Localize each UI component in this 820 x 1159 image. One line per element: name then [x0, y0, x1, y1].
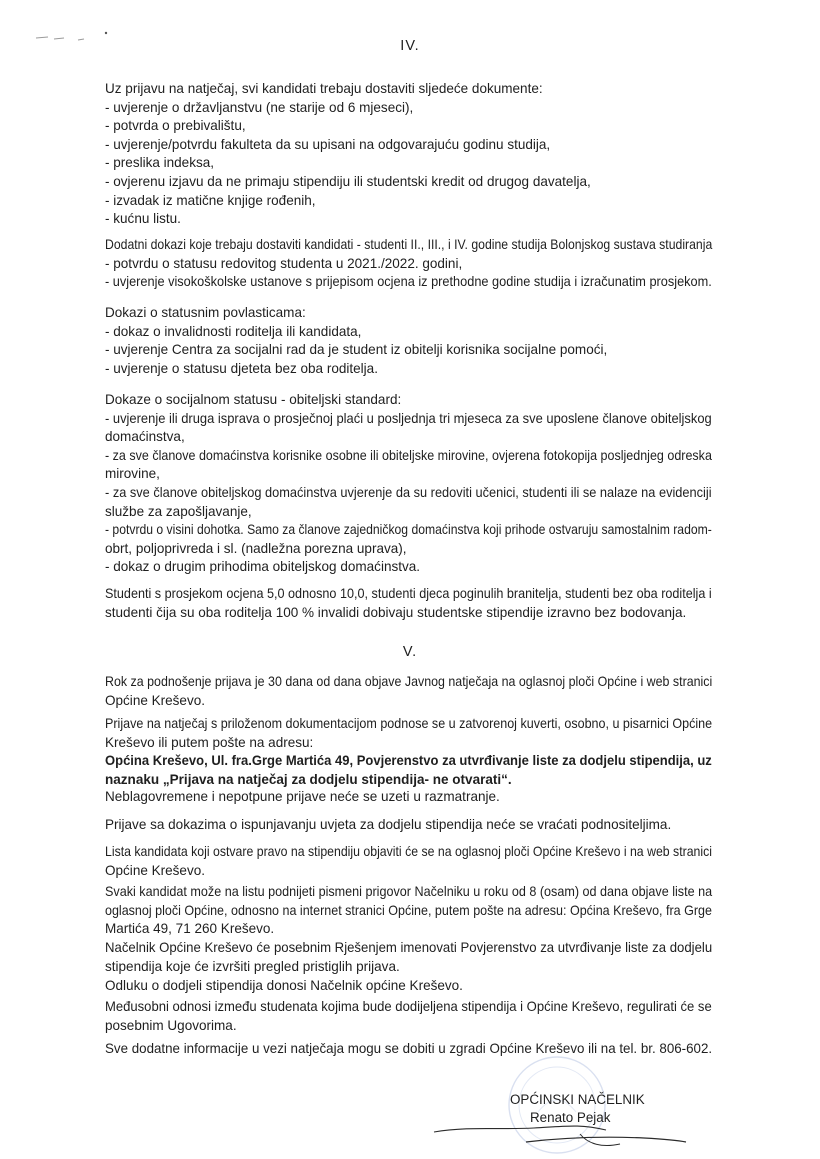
paragraph-line: Rok za podnošenje prijava je 30 dana od dana objave Javnog natječaja na oglasnoj ploči Općine i web stranici [105, 674, 713, 689]
social-status-line: - potvrdu o visini dohotka. Samo za članove zajedničkog domaćinstva koji prihode ostvaruju samostalnim radom- [105, 522, 712, 538]
additional-proof-item: - potvrdu o statusu redovitog studenta u 2021./2022. godini, [105, 255, 463, 271]
paragraph-line: Načelnik Općine Kreševo će posebnim Rješenjem imenovati Povjerenstvo za utvrđivanje liste za dodjelu [105, 940, 713, 955]
document-item: - izvadak iz matične knjige rođenih, [105, 192, 316, 208]
paragraph-line: oglasnoj ploči Općine, odnosno na internet stranici Općine, putem pošte na adresu: Općina Kreševo, fra Grge [105, 902, 712, 918]
document-item: - preslika indeksa, [105, 155, 215, 171]
proofs-not-returned-paragraph [105, 816, 715, 835]
paragraph-line: Odluku o dodjeli stipendija donosi Načelnik općine Kreševo. [105, 978, 463, 993]
paragraph-line: posebnim Ugovorima. [105, 1017, 237, 1033]
direct-scholarship-paragraph [105, 585, 715, 622]
submission-address: naznaku „Prijava na natječaj za dodjelu stipendija- ne otvarati“. [105, 771, 512, 787]
documents-intro: Uz prijavu na natječaj, svi kandidati trebaju dostaviti sljedeće dokumente: [105, 81, 543, 96]
document-item: - kućnu listu. [105, 211, 181, 227]
candidate-list-paragraph [105, 843, 715, 880]
additional-proof-item: - uvjerenje visokoškolske ustanove s prijepisom ocjena iz prethodne godine studija i izračunatim prosjekom. [105, 274, 712, 290]
paragraph-line: Općine Kreševo. [105, 692, 206, 708]
social-status-line: - uvjerenje ili druga isprava o prosječnoj plaći u posljednja tri mjeseca za sve uposlene članove obiteljskog [105, 410, 712, 426]
social-status-line: mirovine, [105, 466, 160, 482]
status-privileges-intro: Dokazi o statusnim povlasticama: [105, 305, 306, 320]
submission-address: Općina Kreševo, Ul. fra.Grge Martića 49, Povjerenstvo za utvrđivanje liste za dodjelu stipendija, uz [105, 753, 712, 769]
social-status-line: - dokaz o drugim prihodima obiteljskog domaćinstva. [105, 559, 421, 575]
social-status-intro: Dokaze o socijalnom statusu - obiteljski standard: [105, 392, 402, 407]
paragraph-line: Neblagovremene i nepotpune prijave neće se uzeti u razmatranje. [105, 789, 500, 804]
paragraph-line: Prijave sa dokazima o ispunjavanju uvjeta za dodjelu stipendija neće se vraćati podnositeljima. [105, 817, 672, 832]
paragraph-line: Kreševo ili putem pošte na adresu: [105, 734, 314, 750]
decision-paragraph [105, 977, 715, 996]
document-item: - potvrda o prebivalištu, [105, 118, 246, 134]
document-item: - uvjerenje o državljanstvu (ne starije od 6 mjeseci), [105, 99, 414, 115]
paragraph-line: Prijave na natječaj s priloženom dokumentacijom podnose se u zatvorenoj kuverti, osobno, u pisarnici Općine [105, 716, 713, 731]
status-privilege-item: - uvjerenje o statusu djeteta bez oba roditelja. [105, 360, 378, 376]
status-privileges-block [105, 304, 715, 378]
paragraph-line: Sve dodatne informacije u vezi natječaja mogu se dobiti u zgradi Općine Kreševo ili na tel. br. 806-602. [105, 1041, 713, 1056]
social-status-block [105, 391, 715, 577]
paragraph-line: Svaki kandidat može na listu podnijeti pismeni prigovor Načelniku u roku od 8 (osam) od dana objave liste na [105, 884, 713, 899]
section-heading-iv: IV. [400, 38, 420, 54]
paragraph-line: Studenti s prosjekom ocjena 5,0 odnosno 10,0, studenti djeca poginulih branitelja, studenti bez oba roditelja i [105, 586, 712, 601]
social-status-line: domaćinstva, [105, 429, 185, 445]
social-status-line: - za sve članove obiteljskog domaćinstva uvjerenje da su redoviti učenici, studenti ili se nalaze na evidenciji [105, 484, 712, 500]
late-applications-paragraph [105, 788, 715, 807]
paragraph-line: stipendija koje će izvršiti pregled pristiglih prijava. [105, 958, 400, 974]
signatory-title: OPĆINSKI NAČELNIK [510, 1092, 645, 1107]
paragraph-line: Lista kandidata koji ostvare pravo na stipendiju objaviti će se na oglasnoj ploči Općine Kreševo i na web stranici [105, 844, 713, 859]
signatory-name: Renato Pejak [530, 1109, 611, 1125]
social-status-line: - za sve članove domaćinstva korisnike osobne ili obiteljske mirovine, ovjerena fotokopija posljednjeg odreska [105, 447, 712, 463]
contact-info-paragraph [105, 1040, 715, 1059]
status-privilege-item: - dokaz o invalidnosti roditelja ili kandidata, [105, 323, 362, 339]
additional-proofs-intro: Dodatni dokazi koje trebaju dostaviti kandidati - studenti II., III., i IV. godine studija Bolonjskog sustava studiranja [105, 237, 713, 252]
paragraph-line: Općine Kreševo. [105, 862, 206, 878]
paragraph-line: Martića 49, 71 260 Kreševo. [105, 921, 275, 937]
committee-paragraph [105, 939, 715, 976]
additional-proofs-block [105, 236, 715, 292]
required-documents-block [105, 80, 715, 229]
social-status-line: obrt, poljoprivreda i sl. (nadležna porezna uprava), [105, 540, 407, 556]
paragraph-line: studenti čija su oba roditelja 100 % invalidi dobivaju studentske stipendije izravno bez bodovanja. [105, 604, 687, 620]
paragraph-line: Međusobni odnosi između studenata kojima bude dodijeljena stipendija i Općine Kreševo, regulirati će se [105, 999, 712, 1014]
relations-paragraph [105, 998, 715, 1035]
section-heading-v: V. [402, 644, 418, 660]
deadline-paragraph [105, 673, 715, 710]
social-status-line: službe za zapošljavanje, [105, 503, 252, 519]
complaint-paragraph [105, 883, 715, 939]
document-item: - ovjerenu izjavu da ne primaju stipendiju ili studentski kredit od drugog davatelja, [105, 173, 591, 189]
document-item: - uvjerenje/potvrdu fakulteta da su upisani na odgovarajuću godinu studija, [105, 136, 551, 152]
submission-paragraph [105, 715, 715, 789]
handwritten-signature [430, 1118, 690, 1154]
status-privilege-item: - uvjerenje Centra za socijalni rad da je student iz obitelji korisnika socijalne pomoći, [105, 342, 608, 358]
